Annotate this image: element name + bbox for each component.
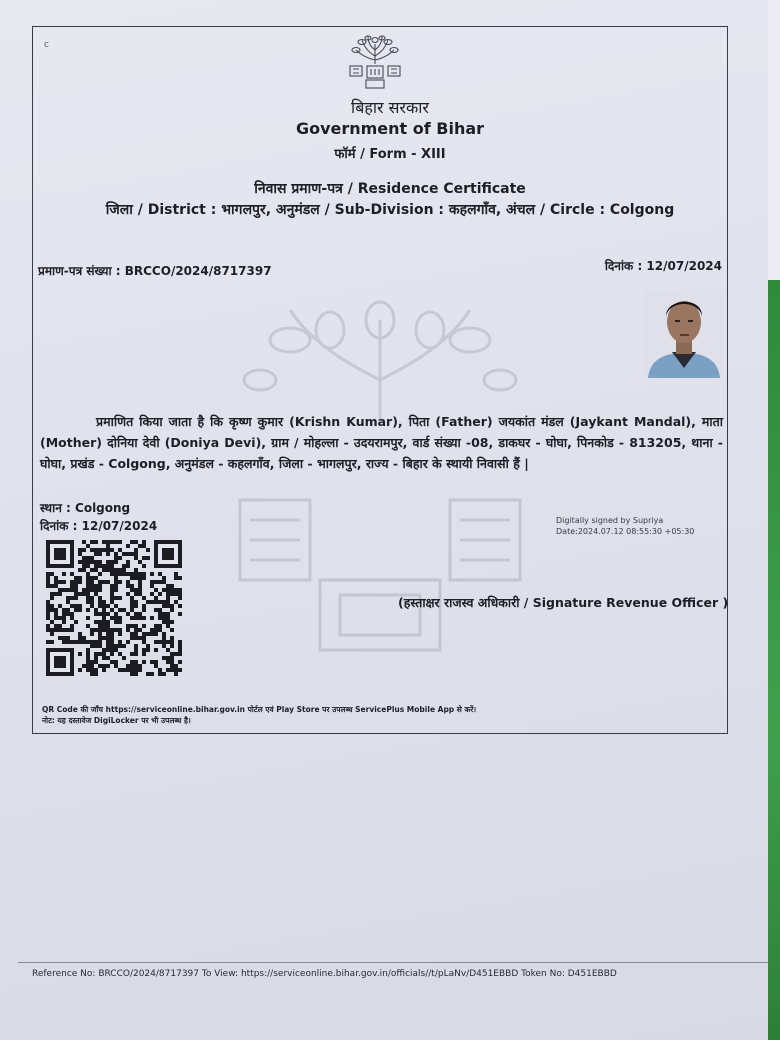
reference-footer: Reference No: BRCCO/2024/8717397 To View: https://serviceonline.bihar.gov.in/officials//t/pLaNv/D451EBBD Token No: D451EBBD <box>32 969 617 979</box>
qr-code <box>46 540 182 676</box>
signature-label: (हस्ताक्षर राजस्व अधिकारी / Signature Revenue Officer ) <box>398 595 729 610</box>
footer-divider <box>18 962 768 963</box>
digilocker-note: नोट: यह दस्तावेज DigiLocker पर भी उपलब्ध है। <box>42 716 191 725</box>
background-green-strip <box>768 280 780 1040</box>
hindi-government-title: बिहार सरकार <box>351 98 429 117</box>
digital-signature-signer: Digitally signed by Supriya <box>556 516 664 525</box>
digital-signature <box>556 515 694 537</box>
form-number: फॉर्म / Form - XIII <box>334 147 446 162</box>
bodhi-tree-emblem-icon <box>346 34 404 94</box>
district-subdivision-circle: जिला / District : भागलपुर, अनुमंडल / Sub-Division : कहलगाँव, अंचल / Circle : Colgong <box>105 202 675 218</box>
certificate-number: प्रमाण-पत्र संख्या : BRCCO/2024/8717397 <box>38 264 272 278</box>
government-title: Government of Bihar <box>295 119 485 138</box>
emblem-watermark <box>230 300 530 720</box>
issue-date: दिनांक : 12/07/2024 <box>40 519 158 533</box>
certificate-body: प्रमाणित किया जाता है कि कृष्ण कुमार (Krishn Kumar), पिता (Father) जयकांत मंडल (Jaykant Mandal), माता (Mother) दोनिया देवी (Doniya Devi), ग्राम / मोहल्ला - उदयरामपुर, वार्ड संख्या -08, डाकघर - घोघा, पिनकोड - 813205, थाना - घोघा, प्रखंड - Colgong, अनुमंडल - कहलगाँव, जिला - भागलपुर, राज्य - बिहार के स्थायी निवासी हैं | <box>40 414 723 471</box>
issue-place: स्थान : Colgong <box>40 501 131 515</box>
certificate-date: दिनांक : 12/07/2024 <box>604 259 722 273</box>
qr-verification-note: QR Code की जाँच https://serviceonline.bihar.gov.in पोर्टल एवं Play Store पर उपलब्ध ServicePlus Mobile App से करें। <box>42 705 477 714</box>
certificate-title: निवास प्रमाण-पत्र / Residence Certificate <box>254 181 526 197</box>
background-edge <box>768 0 780 280</box>
corner-mark: c <box>44 40 49 50</box>
applicant-photo <box>644 290 724 378</box>
digital-signature-date: Date:2024.07.12 08:55:30 +05:30 <box>556 527 695 536</box>
